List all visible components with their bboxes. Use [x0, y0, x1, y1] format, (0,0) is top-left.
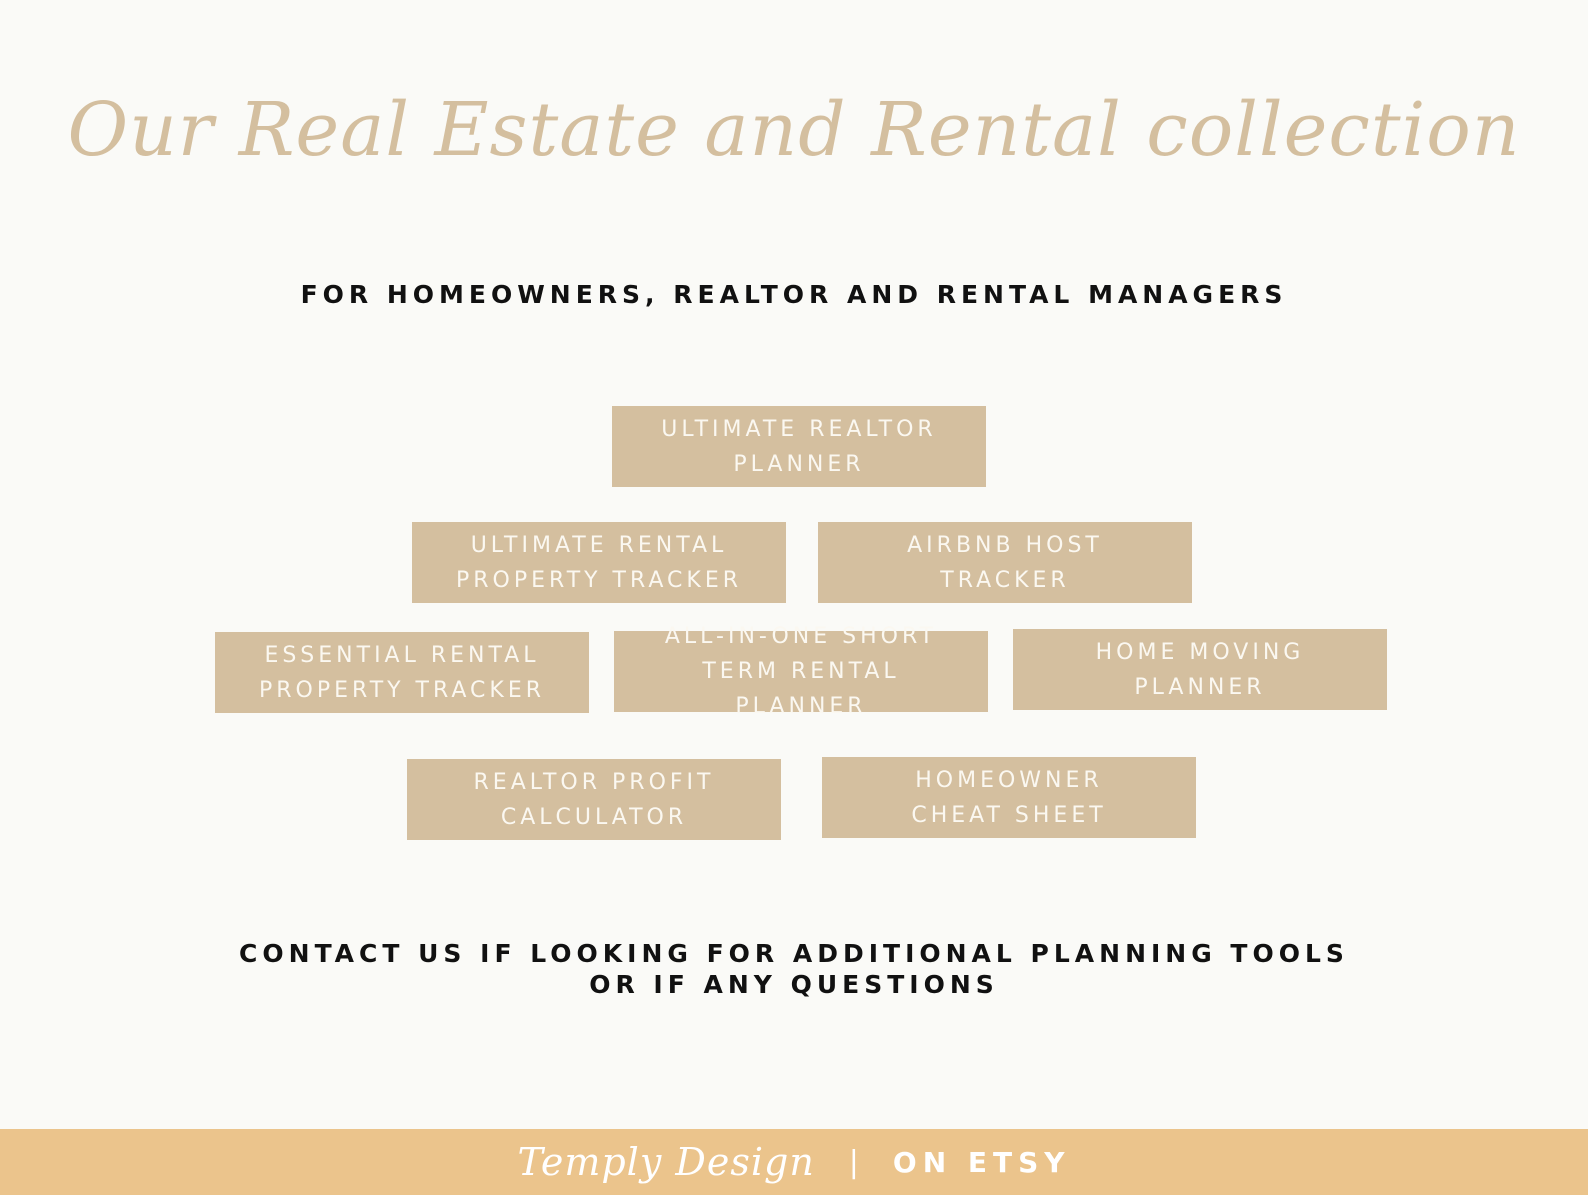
footer-bar [0, 1129, 1588, 1195]
collection-title: Our Real Estate and Rental collection [67, 87, 1521, 173]
product-tile-ultimate-rental-property-tracker[interactable] [412, 522, 786, 603]
product-tile-label: ULTIMATE REALTOR PLANNER [661, 416, 937, 477]
product-tile-realtor-profit-calculator[interactable] [407, 759, 781, 840]
product-tile-all-in-one-short-term-rental-planner[interactable] [614, 624, 988, 719]
product-tile-label: HOMEOWNER CHEAT SHEET [911, 767, 1107, 828]
product-tile-label: AIRBNB HOST TRACKER [907, 532, 1103, 593]
contact-line-2: OR IF ANY QUESTIONS [589, 970, 999, 999]
etsy-label: ON ETSY [892, 1145, 1071, 1179]
product-tile-label: ALL-IN-ONE SHORT TERM RENTAL PLANNER [664, 624, 938, 719]
contact-message [0, 938, 1588, 1000]
product-tile-label: REALTOR PROFIT CALCULATOR [473, 769, 715, 830]
product-tile-home-moving-planner[interactable] [1013, 629, 1387, 710]
audience-subtitle: FOR HOMEOWNERS, REALTOR AND RENTAL MANAGERS [300, 280, 1288, 309]
product-tile-label: ULTIMATE RENTAL PROPERTY TRACKER [455, 532, 743, 593]
product-tile-airbnb-host-tracker[interactable] [818, 522, 1192, 603]
product-tile-ultimate-realtor-planner[interactable] [612, 406, 986, 487]
product-tile-label: ESSENTIAL RENTAL PROPERTY TRACKER [258, 642, 546, 703]
contact-line-1: CONTACT US IF LOOKING FOR ADDITIONAL PLANNING TOOLS [239, 939, 1349, 968]
product-tile-homeowner-cheat-sheet[interactable] [822, 757, 1196, 838]
brand-name: Temply Design [517, 1140, 815, 1184]
product-tile-essential-rental-property-tracker[interactable] [215, 632, 589, 713]
product-tile-label: HOME MOVING PLANNER [1095, 639, 1305, 700]
footer-separator: | [848, 1144, 859, 1180]
